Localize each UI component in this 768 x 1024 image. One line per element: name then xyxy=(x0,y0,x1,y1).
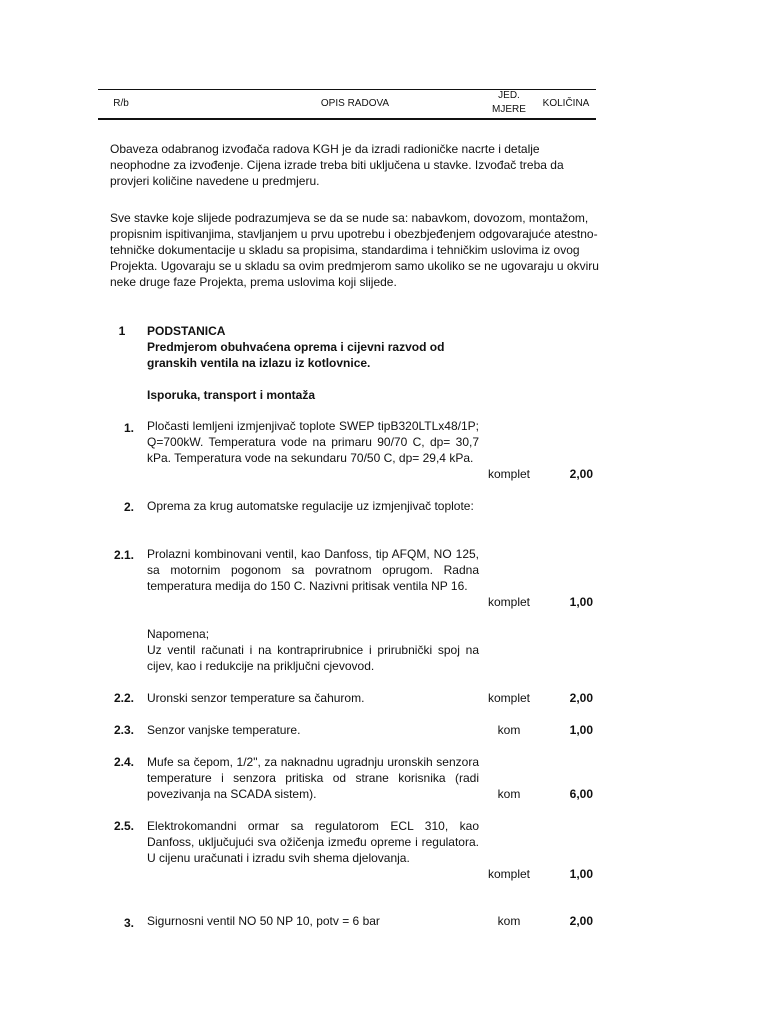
item-number: 2.4. xyxy=(113,755,134,769)
section-number: 1 xyxy=(118,324,126,338)
item-unit: komplet xyxy=(487,595,531,609)
header-col-kolicina: KOLIČINA xyxy=(542,98,590,109)
intro-paragraph-1: Obaveza odabranog izvođača radova KGH je da izradi radioničke nacrte i detalje neophodne za izvođenje. Cijena izrade treba biti uključena u stavke. Izvođač treba da provjeri količine navedene u predmjeru. xyxy=(110,142,564,188)
header-col-jed-line1: JED. xyxy=(498,90,520,101)
item-number: 2.5. xyxy=(113,819,134,833)
section-title xyxy=(147,323,487,371)
item-quantity: 1,00 xyxy=(569,595,593,609)
header-col-opis: OPIS RADOVA xyxy=(320,98,390,109)
item-description: Uronski senzor temperature sa čahurom. xyxy=(147,691,365,705)
item-quantity: 2,00 xyxy=(569,914,593,928)
header-col-jed-line2: MJERE xyxy=(492,104,526,115)
item-quantity: 2,00 xyxy=(569,691,593,705)
item-description: Prolazni kombinovani ventil, kao Danfoss, tip AFQM, NO 125, sa motornim pogonom sa povratnom oprugom. Radna temperatura medija do 150 C. Nazivni pritisak ventila NP 16. xyxy=(147,547,479,593)
item-quantity: 6,00 xyxy=(569,787,593,801)
item-number: 2. xyxy=(123,500,134,514)
item-number: 3. xyxy=(123,916,134,930)
item-number: 2.3. xyxy=(113,723,134,737)
item-unit: kom xyxy=(497,723,521,737)
item-number: 2.1. xyxy=(113,548,134,562)
item-quantity: 1,00 xyxy=(569,867,593,881)
item-note-label: Napomena; xyxy=(147,627,210,641)
item-quantity: 2,00 xyxy=(569,467,593,481)
item-number: 1. xyxy=(123,421,134,435)
item-number: 2.2. xyxy=(113,691,134,705)
item-unit: komplet xyxy=(487,467,531,481)
section-title-line2: Predmjerom obuhvaćena oprema i cijevni razvod od granskih ventila na izlazu iz kotlovnice. xyxy=(147,340,445,370)
header-col-jed-mjere xyxy=(484,89,534,117)
item-quantity: 1,00 xyxy=(569,723,593,737)
item-unit: kom xyxy=(497,914,521,928)
item-description: Sigurnosni ventil NO 50 NP 10, potv = 6 bar xyxy=(147,914,380,928)
header-bottom-rule xyxy=(98,118,596,120)
section-title-line1: PODSTANICA xyxy=(147,324,226,338)
item-unit: komplet xyxy=(487,691,531,705)
header-col-rb: R/b xyxy=(113,98,129,109)
intro-paragraph-2: Sve stavke koje slijede podrazumjeva se da se nude sa: nabavkom, dovozom, montažom, propisnim ispitivanjima, stavljanjem u prvu upotrebu i obezbjeđenjem odgovarajuće atestno-tehničke dokumentacije u skladu sa propisima, standardima i tehničkim uslovima iz ovog Projekta. Ugovaraju se u skladu sa ovim predmjerom samo ukoliko se ne ugovaraju u okviru neke druge faze Projekta, prema uslovima koji slijede. xyxy=(110,211,599,289)
item-unit: komplet xyxy=(487,867,531,881)
item-unit: kom xyxy=(497,787,521,801)
item-description: Senzor vanjske temperature. xyxy=(147,723,301,737)
item-description: Oprema za krug automatske regulacije uz izmjenjivač toplote: xyxy=(147,499,474,513)
item-description: Pločasti lemljeni izmjenjivač toplote SWEP tipB320LTLx48/1P; Q=700kW. Temperatura vode na primaru 90/70 C, dp= 30,7 kPa. Temperatura vode na sekundaru 70/50 C, dp= 29,4 kPa. xyxy=(147,419,479,465)
item-description: Mufe sa čepom, 1/2", za naknadnu ugradnju uronskih senzora temperature i senzora pritiska od strane korisnika (radi povezivanja na SCADA sistem). xyxy=(147,755,479,801)
section-subtitle: Isporuka, transport i montaža xyxy=(147,388,316,402)
item-description: Elektrokomandni ormar sa regulatorom ECL 310, kao Danfoss, uključujući sva ožičenja između opreme i regulatora. U cijenu uračunati i izradu svih shema djelovanja. xyxy=(147,819,479,865)
item-note: Uz ventil računati i na kontraprirubnice i prirubnički spoj na cijev, kao i redukcije na priključni cjevovod. xyxy=(147,643,479,673)
